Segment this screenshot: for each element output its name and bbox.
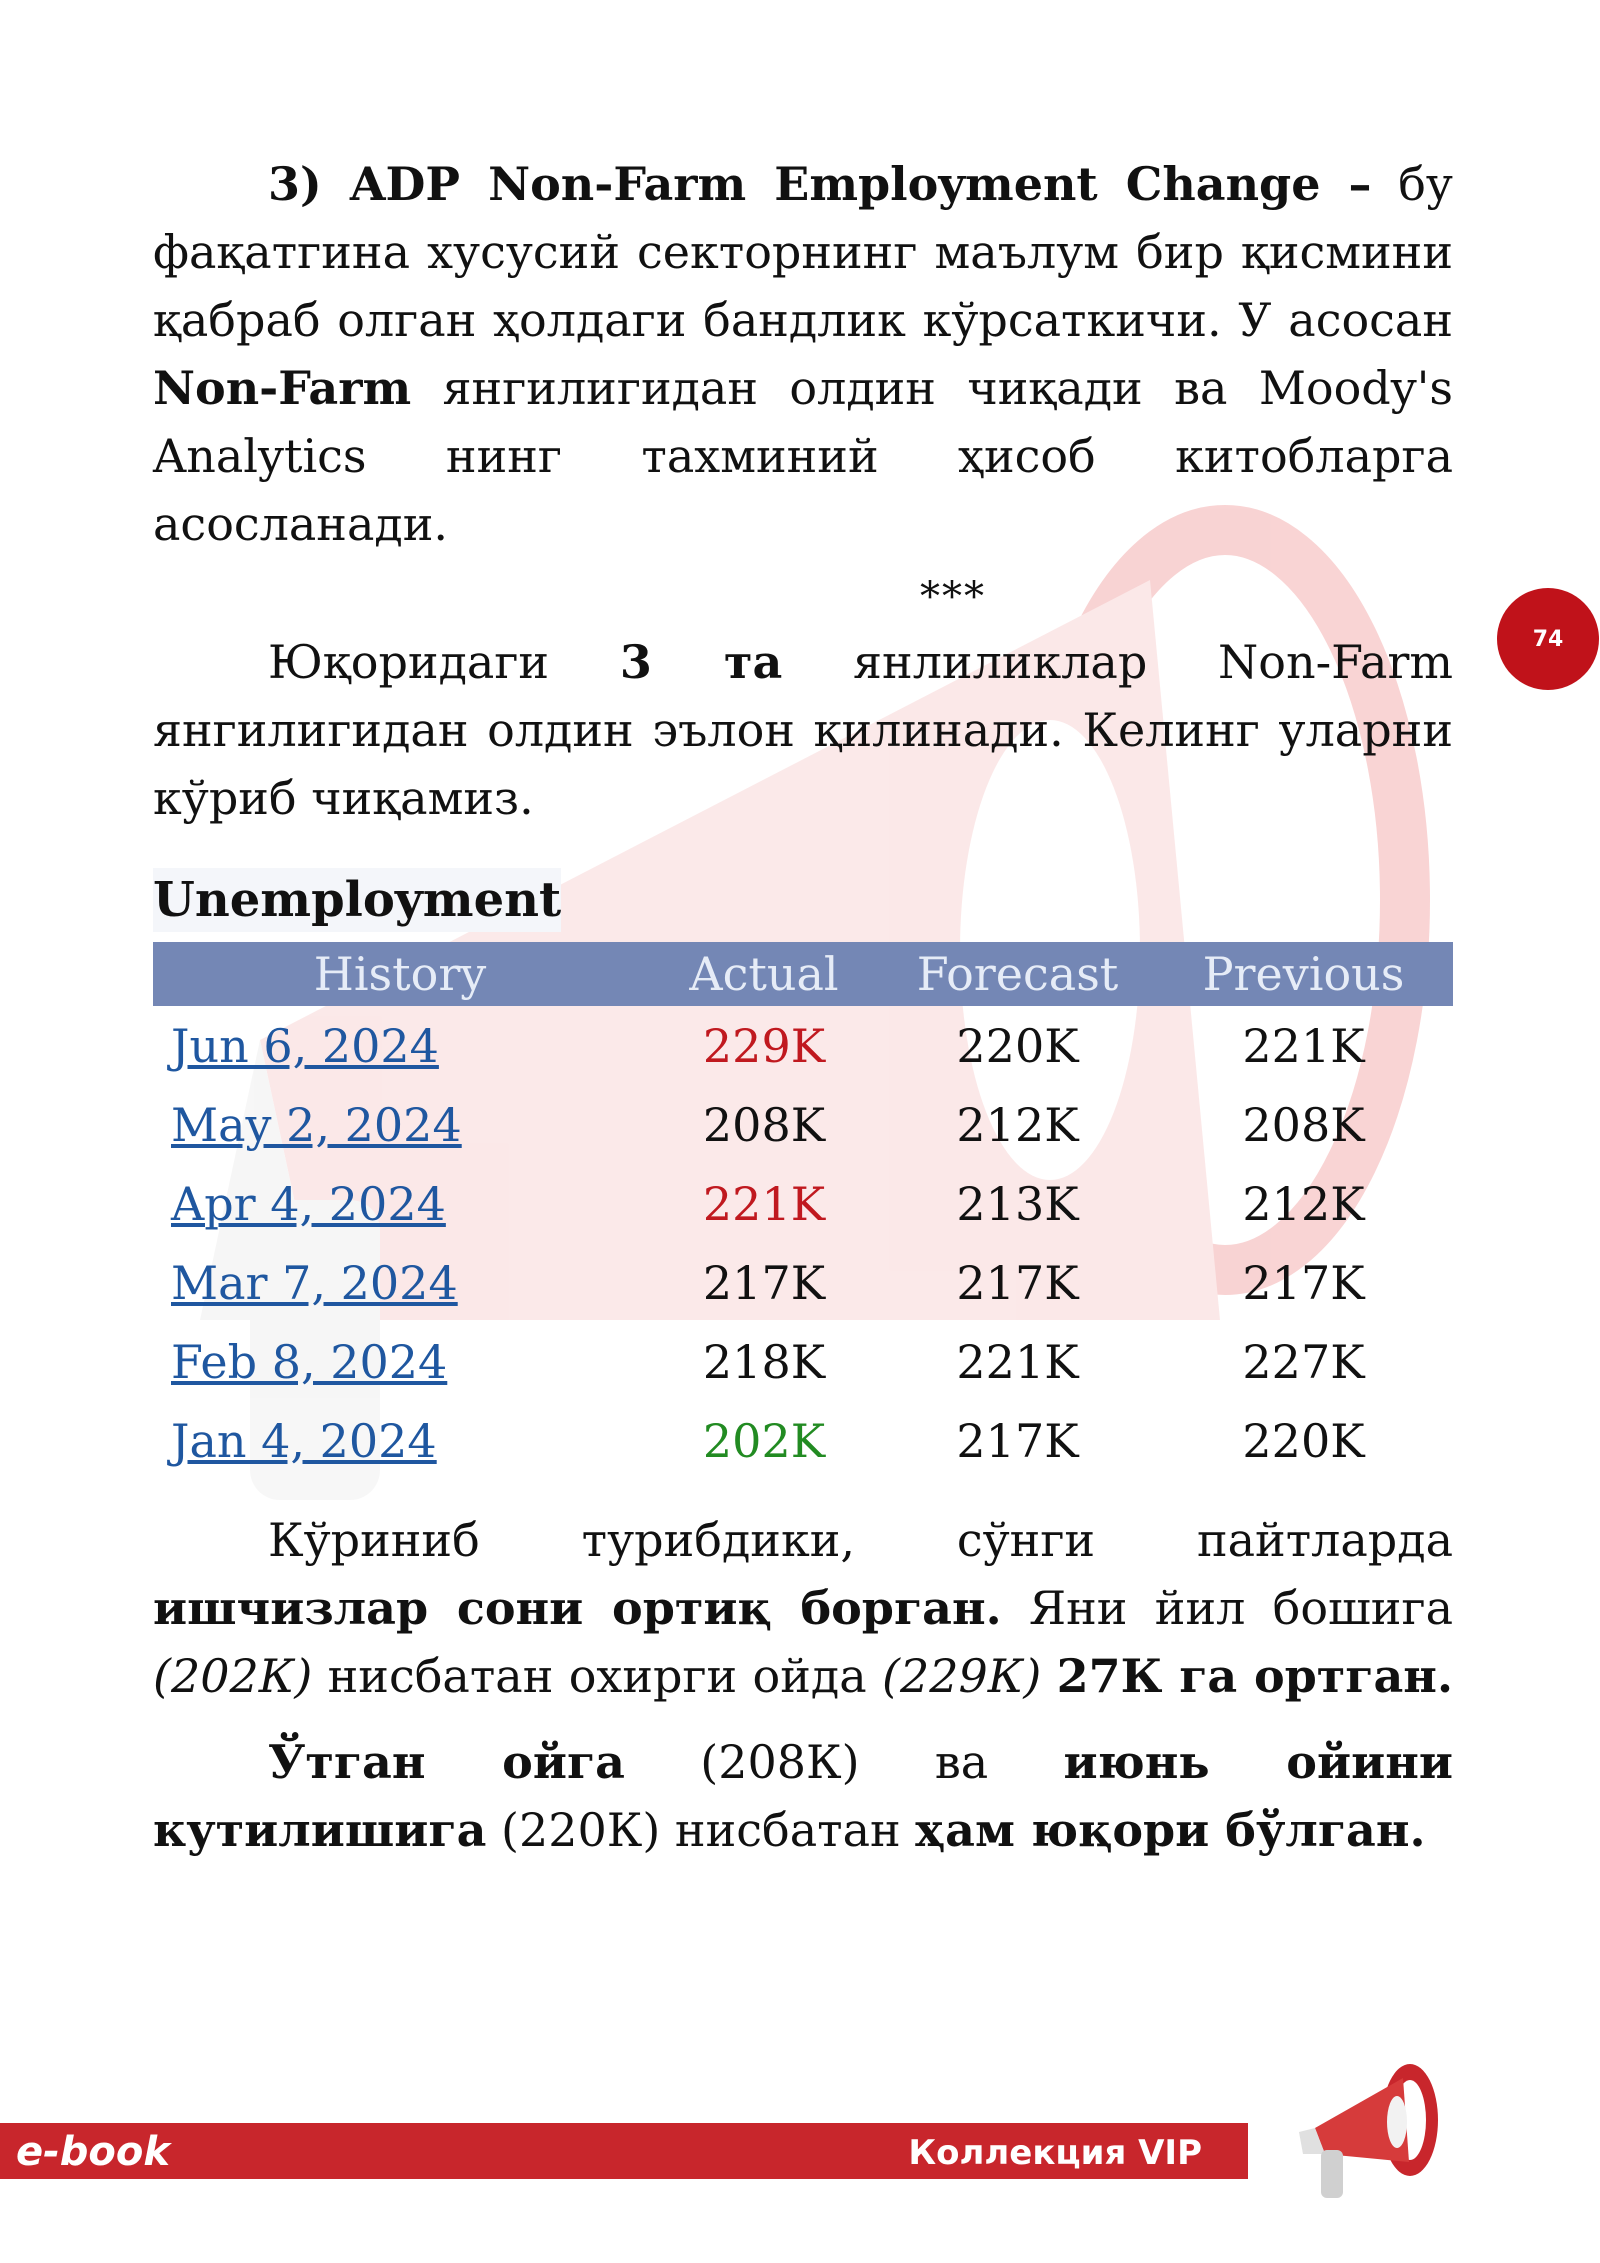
actual-value: 208K — [702, 1097, 826, 1152]
actual-value: 229K — [702, 1018, 826, 1073]
actual-value: 221K — [702, 1176, 826, 1231]
header-forecast: Forecast — [881, 942, 1154, 1006]
table-header-row — [153, 942, 1453, 1006]
header-history: History — [153, 942, 647, 1006]
page-content — [153, 150, 1453, 1864]
forecast-value: 212K — [956, 1097, 1079, 1152]
unemployment-table — [153, 942, 1453, 1480]
date-link[interactable]: Feb 8, 2024 — [171, 1334, 448, 1389]
observation-italic-1: (202К) — [153, 1649, 313, 1703]
header-previous: Previous — [1154, 942, 1453, 1006]
header-actual: Actual — [647, 942, 881, 1006]
section-separator: *** — [920, 574, 986, 620]
table-row — [153, 1322, 1453, 1401]
date-link[interactable]: Mar 7, 2024 — [171, 1255, 458, 1310]
previous-value: 220K — [1242, 1413, 1365, 1468]
actual-value: 218K — [702, 1334, 826, 1389]
observation-text-4 — [1041, 1649, 1056, 1703]
observation-text-2: Яни йил бошига — [1001, 1581, 1453, 1635]
previous-value: 217K — [1242, 1255, 1365, 1310]
observation-bold-2: 27К га ортган. — [1056, 1649, 1453, 1703]
forecast-value: 220K — [956, 1018, 1079, 1073]
actual-value: 202K — [702, 1413, 826, 1468]
forecast-value: 213K — [956, 1176, 1079, 1231]
previous-value: 212K — [1242, 1176, 1365, 1231]
forecast-value: 221K — [956, 1334, 1079, 1389]
comparison-bold-3: ҳам юқори бўлган. — [915, 1803, 1426, 1857]
table-row — [153, 1401, 1453, 1480]
previous-value: 221K — [1242, 1018, 1365, 1073]
footer-bar — [0, 2123, 1248, 2179]
forecast-value: 217K — [956, 1255, 1079, 1310]
page-number-badge: 74 — [1497, 588, 1599, 690]
nonfarm-term: Non-Farm — [153, 361, 412, 415]
date-link[interactable]: May 2, 2024 — [171, 1097, 462, 1152]
paragraph-comparison — [153, 1728, 1453, 1864]
comparison-text-1: (208К) ва — [624, 1735, 1064, 1789]
comparison-bold-2: июнь ойини кутилишига — [153, 1735, 1453, 1857]
previous-value: 227K — [1242, 1334, 1365, 1389]
date-link[interactable]: Jun 6, 2024 — [171, 1018, 439, 1073]
paragraph-adp — [153, 150, 1453, 558]
date-link[interactable]: Apr 4, 2024 — [171, 1176, 446, 1231]
forecast-value: 217K — [956, 1413, 1079, 1468]
observation-text-3: нисбатан охирги ойда — [312, 1649, 882, 1703]
adp-text-2: янгилигидан олдин чиқади ва Moody's Analytics нинг тахминий ҳисоб китобларга асосланади. — [153, 361, 1453, 551]
date-link[interactable]: Jan 4, 2024 — [171, 1413, 437, 1468]
paragraph-observation — [153, 1506, 1453, 1710]
intro-count: 3 та — [619, 635, 783, 689]
adp-heading: 3) ADP Non-Farm Employment Change – — [268, 157, 1372, 211]
table-row — [153, 1164, 1453, 1243]
actual-value: 217K — [702, 1255, 826, 1310]
previous-value: 208K — [1242, 1097, 1365, 1152]
footer-collection-label: Коллекция VIP — [908, 2133, 1202, 2173]
adp-text-1: бу фақатгина хусусий секторнинг маълум бир қисмини қабраб олган ҳолдаги бандлик кўрсаткичи. У асосан — [153, 157, 1453, 347]
footer-ebook-label: e-book — [16, 2129, 170, 2175]
observation-italic-2: (229К) — [882, 1649, 1042, 1703]
table-row — [153, 1006, 1453, 1085]
intro-text-2: янлиликлар Non-Farm янгилигидан олдин эълон қилинади. Келинг уларни кўриб чиқамиз. — [153, 635, 1453, 825]
table-row — [153, 1085, 1453, 1164]
observation-text-1: Кўриниб турибдики, сўнги пайтларда — [268, 1513, 1453, 1567]
observation-bold-1: ишчизлар сони ортиқ борган. — [153, 1581, 1002, 1635]
section-title-unemployment: Unemployment — [153, 868, 561, 932]
paragraph-intro — [153, 628, 1453, 832]
table-row — [153, 1243, 1453, 1322]
intro-text-1: Юқоридаги — [268, 635, 620, 689]
comparison-text-2: (220К) нисбатан — [486, 1803, 916, 1857]
megaphone-icon — [1285, 2050, 1465, 2210]
comparison-bold-1: Ўтган ойга — [268, 1735, 625, 1789]
